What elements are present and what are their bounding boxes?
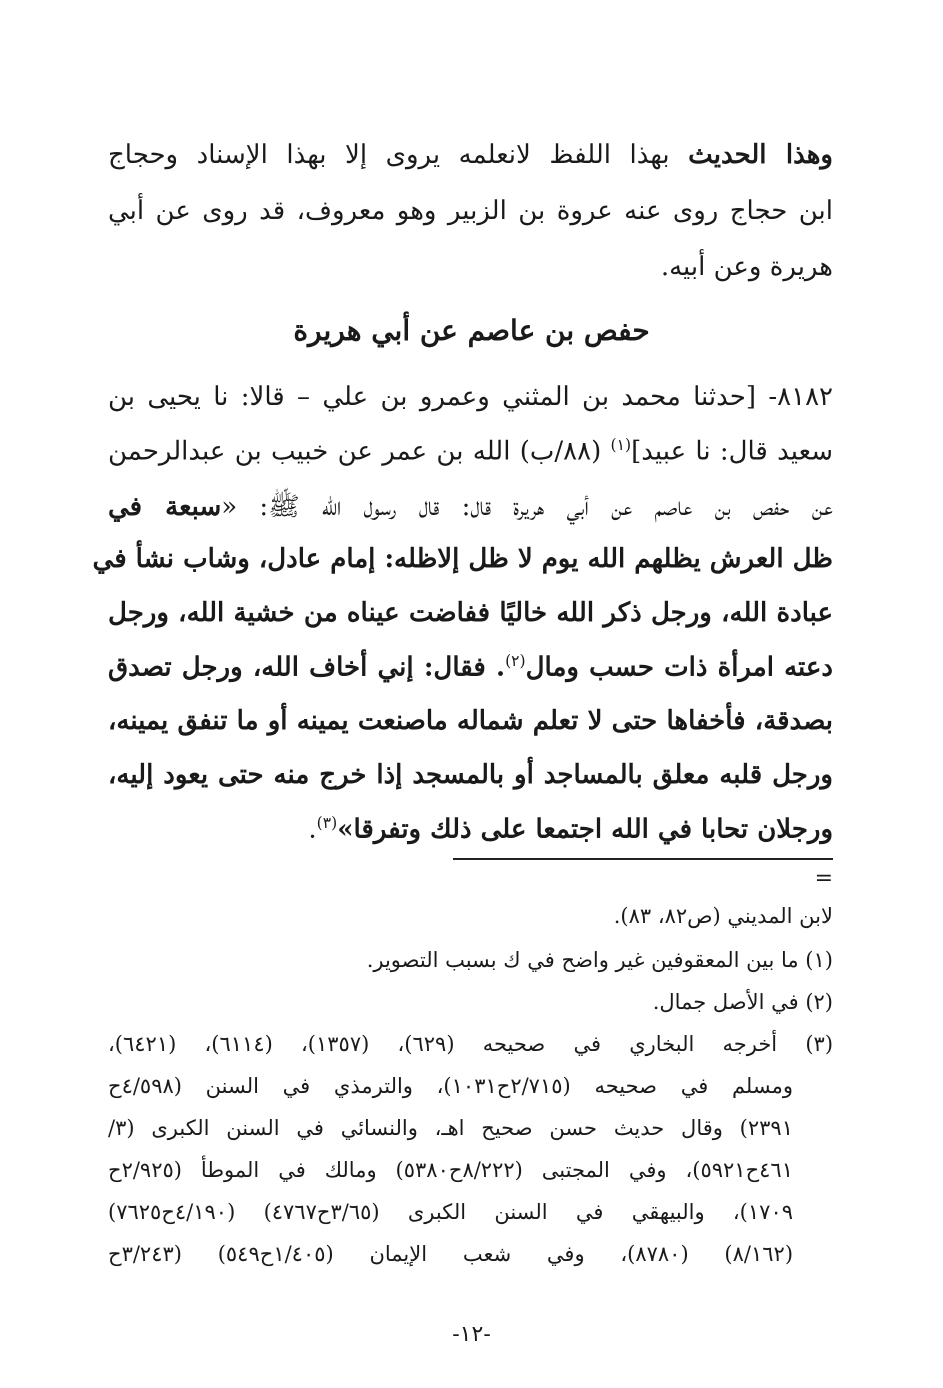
continuation-mark: = xyxy=(814,866,833,891)
hadith-line-3a: عن حفص بن عاصم عن أبي هريرة قال: قال رسول الله ﷺ: « xyxy=(221,492,833,522)
hadith-line-3-bold: سبعة في xyxy=(108,492,222,522)
footnote-ref-3: (٣) xyxy=(316,814,338,832)
intro-line-1-rest: بهذا اللفظ لانعلمه يروى إلا بهذا الإسناد وحجاج xyxy=(108,140,689,170)
hadith-line-6b: . فقال: إني أخاف الله، ورجل تصدق xyxy=(108,652,506,683)
footnote-ref-1: (١) xyxy=(610,436,632,454)
hadith-line-9 xyxy=(108,814,833,845)
hadith-line-7: بصدقة، فأخفاها حتى لا تعلم شماله ماصنعت يمينه أو ما تنفق يمينه، xyxy=(108,706,833,736)
intro-bold-phrase: وهذا الحديث xyxy=(688,140,833,170)
hadith-line-2 xyxy=(108,436,833,467)
hadith-line-1: ٨١٨٢- [حدثنا محمد بن المثني وعمرو بن علي – قالا: نا يحيى بن xyxy=(108,382,833,412)
hadith-line-9a: ورجلان تحابا في الله اجتمعا على ذلك وتفرقا» xyxy=(337,814,833,845)
hadith-line-6a: دعته امرأة ذات حسب ومال xyxy=(525,652,833,683)
footnote-3-line-6: (٨/١٦٢) (٨٧٨٠)، وفي شعب الإيمان (١/٤٠٥ح٥٤٩) (٣/٢٤٣ح xyxy=(108,1242,794,1266)
footnote-3-line-1: (٣) أخرجه البخاري في صحيحه (٦٢٩)، (١٣٥٧)، (٦١١٤)، (٦٤٢١)، xyxy=(108,1032,834,1056)
footnote-3-line-2: ومسلم في صحيحه (٢/٧١٥ح١٠٣١)، والترمذي في السنن (٤/٥٩٨ح xyxy=(108,1074,794,1098)
footnote-2: (٢) في الأصل جمال. xyxy=(652,990,833,1014)
footnote-continuation: لابن المديني (ص٨٢، ٨٣). xyxy=(613,904,833,928)
intro-line-3: هريرة وعن أبيه. xyxy=(660,252,833,282)
footnote-ref-2: (٢) xyxy=(505,652,526,670)
hadith-line-2a: سعيد قال: نا عبيد] xyxy=(631,436,833,467)
hadith-line-3 xyxy=(108,490,833,528)
footnote-3-line-3: ٢٣٩١) وقال حديث حسن صحيح اهـ، والنسائي في السنن الكبرى (٣/ xyxy=(108,1116,793,1140)
hadith-line-2b: (٨٨/ب) الله بن عمر عن خبيب بن عبدالرحمن xyxy=(108,436,611,467)
hadith-line-8: ورجل قلبه معلق بالمساجد أو بالمسجد إذا خرج منه حتى يعود إليه، xyxy=(108,760,833,790)
footnote-3-line-5: ١٧٠٩)، والبيهقي في السنن الكبرى (٣/٦٥ح٤٧٦٧) (٤/١٩٠ح٧٦٢٥) xyxy=(108,1200,794,1224)
intro-line-1 xyxy=(108,140,833,170)
hadith-line-6 xyxy=(108,652,833,683)
section-heading: حفص بن عاصم عن أبي هريرة xyxy=(293,314,650,347)
footnote-3-line-4: ٤٦١ح٥٩٢١)، وفي المجتبى (٨/٢٢٢ح٥٣٨٠) ومالك في الموطأ (٢/٩٢٥ح xyxy=(108,1158,793,1182)
footnote-separator xyxy=(453,858,833,860)
footnote-1: (١) ما بين المعقوفين غير واضح في ك بسبب التصوير. xyxy=(366,948,833,972)
page-number: -١٢- xyxy=(452,1322,491,1347)
hadith-line-9b: . xyxy=(308,814,317,845)
hadith-line-4: ظل العرش يظلهم الله يوم لا ظل إلاظله: إمام عادل، وشاب نشأ في xyxy=(92,544,833,574)
hadith-line-5: عبادة الله، ورجل ذكر الله خاليًا ففاضت عيناه من خشية الله، ورجل xyxy=(108,598,833,628)
intro-line-2: ابن حجاج روى عنه عروة بن الزبير وهو معروف، قد روى عن أبي xyxy=(108,196,833,226)
